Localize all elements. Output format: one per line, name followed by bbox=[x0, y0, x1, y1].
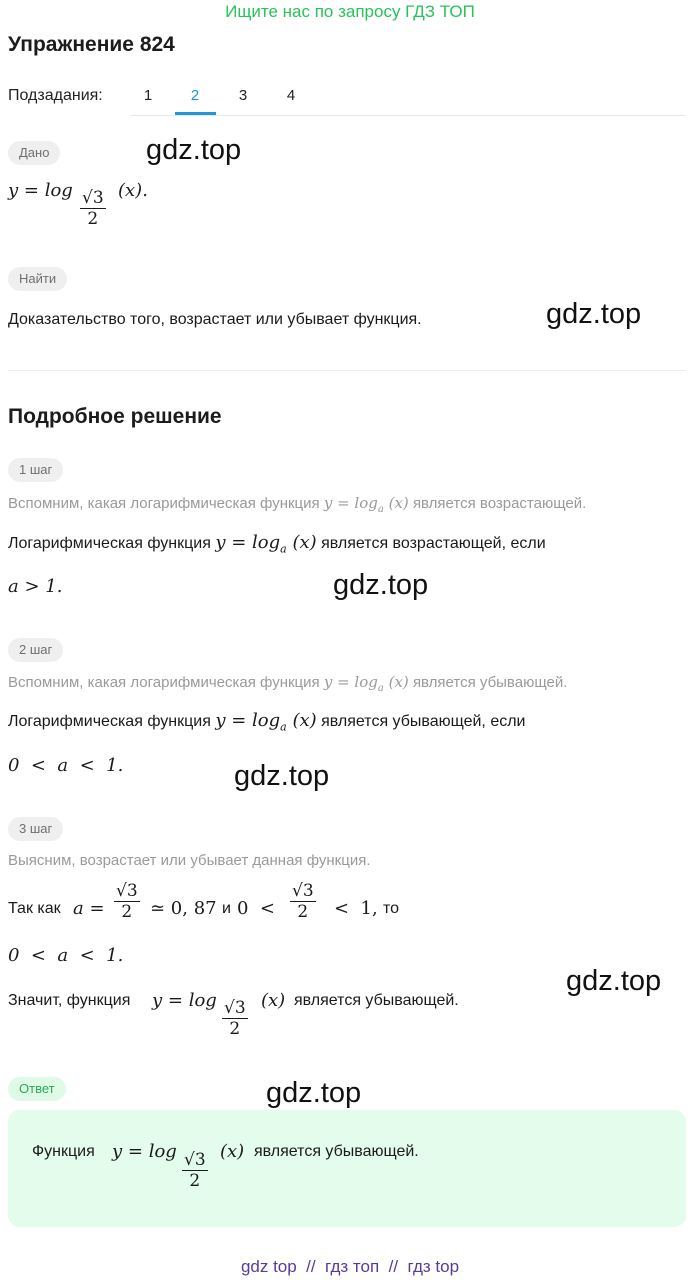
step-3-approx: ≃ 0, 87 bbox=[150, 898, 217, 919]
answer-text-lead: Функция bbox=[32, 1143, 95, 1160]
step-2-text-tail: является убывающей, если bbox=[321, 713, 526, 730]
subtasks-label: Подзадания: bbox=[8, 87, 103, 104]
watermark: gdz.top bbox=[146, 134, 242, 166]
step-3-frac-2-num: √3 bbox=[292, 881, 314, 901]
given-formula-arg: (x). bbox=[118, 180, 148, 201]
tab-2[interactable]: 2 bbox=[190, 87, 200, 104]
step-1-text-lead: Логарифмическая функция bbox=[8, 535, 211, 552]
given-formula-lhs: y = log bbox=[8, 180, 73, 201]
step-3-frac-num: √3 bbox=[116, 881, 138, 901]
tab-4[interactable]: 4 bbox=[286, 87, 296, 104]
step-2-pill: 2 шаг bbox=[8, 638, 63, 662]
step-2-condition: 0 < a < 1. bbox=[8, 755, 124, 776]
step-2-text bbox=[8, 710, 526, 734]
tab-1[interactable]: 1 bbox=[143, 87, 153, 104]
step-2-hint-math: $y = \log_a (x)$ bbox=[323, 673, 409, 694]
step-2-text-math: $y = \log_a (x)$ bbox=[215, 710, 317, 734]
step-3-since: Так как bbox=[8, 900, 61, 917]
step-1-pill: 1 шаг bbox=[8, 458, 63, 482]
step-3-concl-base-den: 2 bbox=[229, 1019, 241, 1039]
step-3-concl-base bbox=[222, 998, 248, 1039]
step-3-and: и bbox=[222, 900, 231, 917]
given-base-num: √3 bbox=[82, 188, 104, 208]
step-1-text bbox=[8, 532, 546, 556]
given-base-den: 2 bbox=[87, 209, 99, 229]
step-3-then: то bbox=[383, 900, 400, 917]
step-1-hint-text: Вспомним, какая логарифмическая функция bbox=[8, 495, 320, 512]
step-3-frac-2-den: 2 bbox=[297, 902, 309, 922]
step-1-text-tail: является возрастающей, если bbox=[321, 535, 546, 552]
step-3-condition: 0 < a < 1. bbox=[8, 945, 124, 966]
answer-base-den: 2 bbox=[189, 1171, 201, 1191]
footer-links[interactable]: gdz top // гдз топ // гдз top bbox=[240, 1257, 460, 1276]
answer-math: y = log bbox=[112, 1141, 177, 1162]
watermark: gdz.top bbox=[234, 760, 330, 792]
step-3-frac-2 bbox=[290, 881, 316, 922]
step-3-concl-tail: является убывающей. bbox=[294, 992, 459, 1009]
watermark: gdz.top bbox=[266, 1077, 362, 1109]
tab-3[interactable]: 3 bbox=[238, 87, 248, 104]
answer-log-base bbox=[182, 1150, 208, 1191]
step-1-hint-tail: является возрастающей. bbox=[412, 495, 587, 512]
watermark: gdz.top bbox=[333, 569, 429, 601]
tabs-divider bbox=[130, 115, 686, 116]
given-log-base bbox=[80, 188, 106, 229]
given-pill: Дано bbox=[8, 141, 60, 165]
step-2-hint bbox=[8, 673, 567, 694]
step-3-lt-one: < 1, bbox=[334, 898, 378, 919]
answer-text-tail: является убывающей. bbox=[254, 1143, 419, 1160]
step-3-zero-lt: 0 < bbox=[237, 898, 275, 919]
solution-heading: Подробное решение bbox=[8, 405, 222, 428]
step-3-frac-den: 2 bbox=[121, 902, 133, 922]
step-3-hint: Выясним, возрастает или убывает данная функция. bbox=[8, 852, 371, 869]
find-text: Доказательство того, возрастает или убывает функция. bbox=[8, 311, 422, 328]
watermark: gdz.top bbox=[566, 965, 662, 997]
step-3-conclusion: Значит, функция bbox=[8, 992, 131, 1009]
step-3-concl-math: y = log bbox=[152, 990, 217, 1011]
step-2-text-lead: Логарифмическая функция bbox=[8, 713, 211, 730]
find-pill: Найти bbox=[8, 267, 67, 291]
step-2-hint-text: Вспомним, какая логарифмическая функция bbox=[8, 674, 320, 691]
active-tab-indicator bbox=[175, 112, 216, 115]
answer-arg: (x) bbox=[220, 1141, 245, 1162]
answer-box bbox=[8, 1110, 686, 1227]
top-banner: Ищите нас по запросу ГДЗ ТОП bbox=[225, 2, 475, 21]
step-1-text-math: $y = \log_a (x)$ bbox=[215, 532, 317, 556]
step-3-frac bbox=[114, 881, 140, 922]
step-2-hint-tail: является убывающей. bbox=[412, 674, 568, 691]
step-1-hint bbox=[8, 494, 586, 515]
watermark: gdz.top bbox=[546, 298, 642, 330]
step-3-a-eq: a = bbox=[73, 898, 105, 919]
page-title: Упражнение 824 bbox=[8, 33, 175, 56]
answer-pill: Ответ bbox=[8, 1077, 66, 1101]
step-3-concl-arg: (x) bbox=[261, 990, 286, 1011]
step-1-hint-math: $y = \log_a (x)$ bbox=[323, 494, 409, 515]
step-3-concl-base-num: √3 bbox=[224, 998, 246, 1018]
section-divider bbox=[8, 370, 686, 371]
step-1-condition: a > 1. bbox=[8, 576, 63, 597]
step-3-pill: 3 шаг bbox=[8, 817, 63, 841]
answer-base-num: √3 bbox=[184, 1150, 206, 1170]
given-formula bbox=[8, 180, 73, 201]
